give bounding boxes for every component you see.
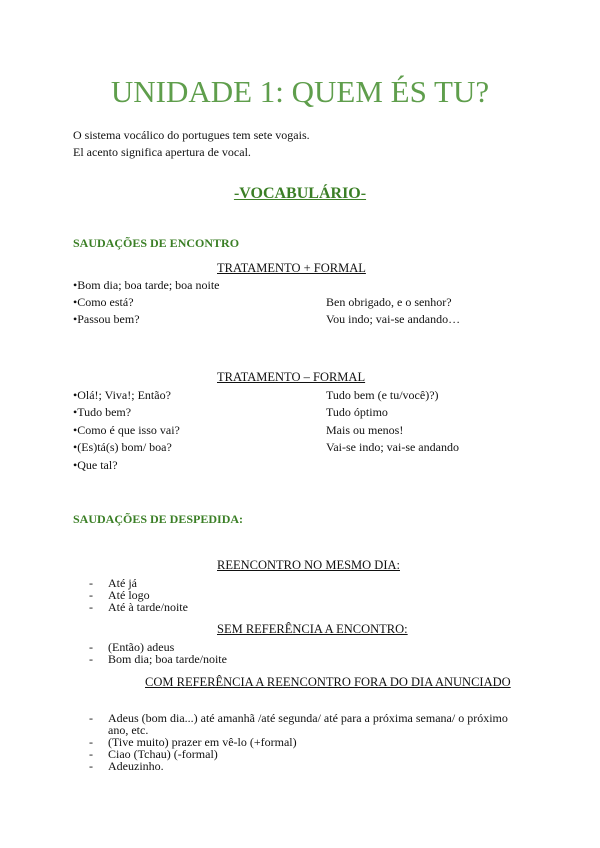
intro-line: El acento significa apertura de vocal. <box>73 145 251 159</box>
reply: Mais ou menos! <box>326 423 404 437</box>
list-item: Ciao (Tchau) (-formal) <box>108 747 218 761</box>
phrase: •(Es)tá(s) bom/ boa? <box>73 440 172 454</box>
section-heading-despedida: SAUDAÇÕES DE DESPEDIDA: <box>73 512 244 526</box>
section-heading-encontro: SAUDAÇÕES DE ENCONTRO <box>73 236 240 250</box>
reply: Tudo óptimo <box>326 405 388 419</box>
subheading-informal: TRATAMENTO – FORMAL <box>217 370 366 384</box>
list-item: (Então) adeus <box>108 640 175 654</box>
phrase: •Como está? <box>73 295 134 309</box>
vocabulary-heading: -VOCABULÁRIO- <box>233 185 367 202</box>
dash-bullet: - <box>89 652 93 666</box>
dash-bullet: - <box>89 576 93 590</box>
list-item: Adeuzinho. <box>108 759 164 773</box>
list-item: Até à tarde/noite <box>108 600 188 614</box>
list-item: (Tive muito) prazer em vê-lo (+formal) <box>108 735 297 749</box>
phrase: •Que tal? <box>73 458 118 472</box>
dash-bullet: - <box>89 640 93 654</box>
intro-line: O sistema vocálico do portugues tem sete vogais. <box>73 128 310 142</box>
subheading-com-referencia: COM REFERÊNCIA A REENCONTRO FORA DO DIA ANUNCIADO <box>145 675 511 689</box>
reply: Tudo bem (e tu/você)?) <box>326 388 439 402</box>
phrase: •Bom dia; boa tarde; boa noite <box>73 278 220 292</box>
phrase: •Olá!; Viva!; Então? <box>73 388 171 402</box>
dash-bullet: - <box>89 759 93 773</box>
list-item: Adeus (bom dia...) até amanhã /até segunda/ até para a próxima semana/ o próximo <box>108 711 508 725</box>
dash-bullet: - <box>89 735 93 749</box>
page-title: UNIDADE 1: QUEM ÉS TU? <box>110 74 490 109</box>
dash-bullet: - <box>89 588 93 602</box>
dash-bullet: - <box>89 600 93 614</box>
phrase: •Passou bem? <box>73 312 140 326</box>
reply: Vai-se indo; vai-se andando <box>326 440 459 454</box>
subheading-formal: TRATAMENTO + FORMAL <box>217 261 366 275</box>
list-item-continuation: ano, etc. <box>108 723 149 737</box>
reply: Vou indo; vai-se andando… <box>326 312 461 326</box>
list-item: Até logo <box>108 588 150 602</box>
subheading-mesmo-dia: REENCONTRO NO MESMO DIA: <box>217 558 400 572</box>
reply: Ben obrigado, e o senhor? <box>326 295 452 309</box>
phrase: •Tudo bem? <box>73 405 132 419</box>
subheading-sem-referencia: SEM REFERÊNCIA A ENCONTRO: <box>217 622 408 636</box>
list-item: Bom dia; boa tarde/noite <box>108 652 227 666</box>
dash-bullet: - <box>89 747 93 761</box>
dash-bullet: - <box>89 711 93 725</box>
list-item: Até já <box>108 576 137 590</box>
phrase: •Como é que isso vai? <box>73 423 180 437</box>
